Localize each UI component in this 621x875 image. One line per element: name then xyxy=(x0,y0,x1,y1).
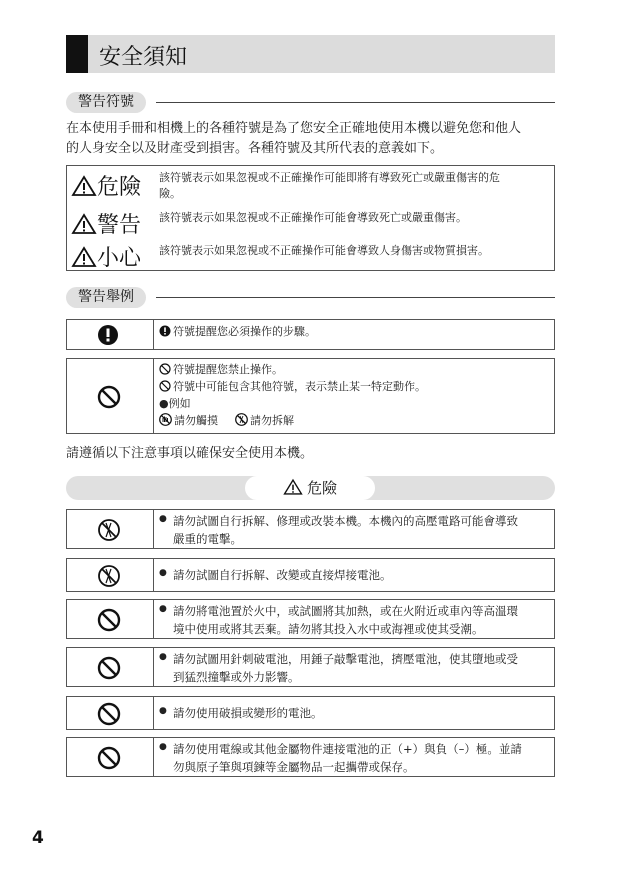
bullet: ● xyxy=(159,514,167,524)
section-divider xyxy=(156,102,555,103)
no-disassemble-icon xyxy=(97,564,121,588)
prohibited-line xyxy=(159,361,426,378)
symbol-levels-box xyxy=(66,165,555,271)
prohibited-example-box xyxy=(66,358,555,434)
danger-item-text xyxy=(173,566,549,584)
warning-triangle-icon xyxy=(71,213,97,235)
section-header-warning-symbols: 警告符號 xyxy=(66,92,146,113)
text-line: 請勿使用破損或變形的電池。 xyxy=(173,706,323,720)
box-divider xyxy=(153,359,154,433)
follow-note: 請遵循以下注意事項以確保安全使用本機。 xyxy=(66,446,314,461)
box-divider xyxy=(153,600,154,638)
level-description xyxy=(159,210,549,226)
level-label xyxy=(71,170,141,201)
prohibited-icon xyxy=(97,702,121,726)
level-label-text: 小心 xyxy=(97,246,142,271)
bullet: ● xyxy=(159,706,167,716)
no-touch-icon xyxy=(159,413,172,426)
bullet: ● xyxy=(159,742,167,752)
example-label: ●例如 xyxy=(159,397,191,410)
mandatory-text-label: 符號提醒您必須操作的步驟。 xyxy=(173,325,316,338)
text-line: 請勿試圖自行拆解、修理或改裝本機。本機內的高壓電路可能會導致 xyxy=(173,514,518,528)
desc-line: 該符號表示如果忽視或不正確操作可能會導致死亡或嚴重傷害。 xyxy=(159,211,467,224)
danger-item xyxy=(66,599,555,639)
prohibited-icon xyxy=(97,608,121,632)
danger-item xyxy=(66,696,555,730)
danger-header-text: 危險 xyxy=(306,479,337,497)
section-header-warning-examples: 警告舉例 xyxy=(66,287,146,308)
box-divider xyxy=(153,510,154,548)
prohibited-small-icon xyxy=(159,363,171,375)
intro-line: 的人身安全以及財產受到損害。各種符號及其所代表的意義如下。 xyxy=(66,141,444,156)
box-divider xyxy=(153,738,154,776)
text-line: 請勿使用電線或其他金屬物件連接電池的正（+）與負（–）極。並請 xyxy=(173,742,522,756)
danger-item-text xyxy=(173,704,549,722)
box-divider xyxy=(153,648,154,686)
danger-item xyxy=(66,737,555,777)
bullet: ● xyxy=(159,568,167,578)
danger-item xyxy=(66,509,555,549)
text-line: 到猛烈撞擊或外力影響。 xyxy=(173,670,300,684)
box-divider xyxy=(153,559,154,591)
danger-item xyxy=(66,558,555,592)
title-block xyxy=(66,35,88,73)
section-divider xyxy=(156,297,555,298)
text-line: 勿與原子筆與項鍊等金屬物品一起攜帶或保存。 xyxy=(173,760,415,774)
level-description xyxy=(159,170,549,202)
desc-line: 險。 xyxy=(159,187,181,200)
mandatory-action-icon xyxy=(97,324,119,346)
no-disassemble-icon xyxy=(235,413,248,426)
box-divider xyxy=(153,320,154,349)
warning-triangle-icon xyxy=(71,175,97,197)
danger-item-text xyxy=(173,650,549,686)
intro-line: 在本使用手冊和相機上的各種符號是為了您安全正確地使用本機以避免您和他人 xyxy=(66,121,522,136)
text-line: 請勿將電池置於火中，或試圖將其加熱，或在火附近或車內等高溫環 xyxy=(173,604,518,618)
desc-line: 該符號表示如果忽視或不正確操作可能即將有導致死亡或嚴重傷害的危 xyxy=(159,171,500,184)
no-touch-label: 請勿觸摸 xyxy=(174,414,218,427)
text-line: 請勿試圖自行拆解、改變或直接焊接電池。 xyxy=(173,568,392,582)
prohibited-icon xyxy=(97,656,121,680)
mandatory-example-box xyxy=(66,319,555,350)
danger-header-bar xyxy=(66,476,555,500)
level-label xyxy=(71,241,141,272)
prohibited-icon xyxy=(97,746,121,770)
page-number: 4 xyxy=(32,828,44,848)
danger-item-text xyxy=(173,602,549,638)
prohibited-line-text: 符號中可能包含其他符號，表示禁止某一特定動作。 xyxy=(173,380,426,393)
warning-triangle-icon xyxy=(71,246,97,268)
prohibited-line-text: 符號提醒您禁止操作。 xyxy=(173,363,283,376)
danger-item-text xyxy=(173,512,549,548)
page-title: 安全須知 xyxy=(99,45,188,70)
no-disassemble-label: 請勿拆解 xyxy=(250,414,294,427)
bullet: ● xyxy=(159,652,167,662)
box-divider xyxy=(153,697,154,729)
prohibited-small-icon xyxy=(159,380,171,392)
bullet: ● xyxy=(159,604,167,614)
prohibited-line xyxy=(159,378,426,395)
text-line: 嚴重的電擊。 xyxy=(173,532,242,546)
no-disassemble-icon xyxy=(97,518,121,542)
level-description xyxy=(159,243,549,259)
level-label xyxy=(71,208,141,239)
title-bar xyxy=(66,35,555,73)
danger-item xyxy=(66,647,555,687)
level-label-text: 危險 xyxy=(97,175,142,200)
example-icons-row xyxy=(159,412,426,429)
prohibited-text xyxy=(159,361,426,429)
text-line: 請勿試圖用針刺破電池，用錘子敲擊電池，擠壓電池，使其墮地或受 xyxy=(173,652,518,666)
desc-line: 該符號表示如果忽視或不正確操作可能會導致人身傷害或物質損害。 xyxy=(159,244,489,257)
text-line: 境中使用或將其丟棄。請勿將其投入水中或海裡或使其受潮。 xyxy=(173,622,484,636)
mandatory-action-small-icon xyxy=(159,325,171,337)
level-label-text: 警告 xyxy=(97,213,142,238)
intro-paragraph xyxy=(66,119,561,159)
danger-item-text xyxy=(173,740,549,776)
warning-triangle-icon xyxy=(283,478,303,496)
mandatory-text xyxy=(159,323,316,340)
prohibited-icon xyxy=(97,385,121,409)
danger-header xyxy=(245,476,375,500)
